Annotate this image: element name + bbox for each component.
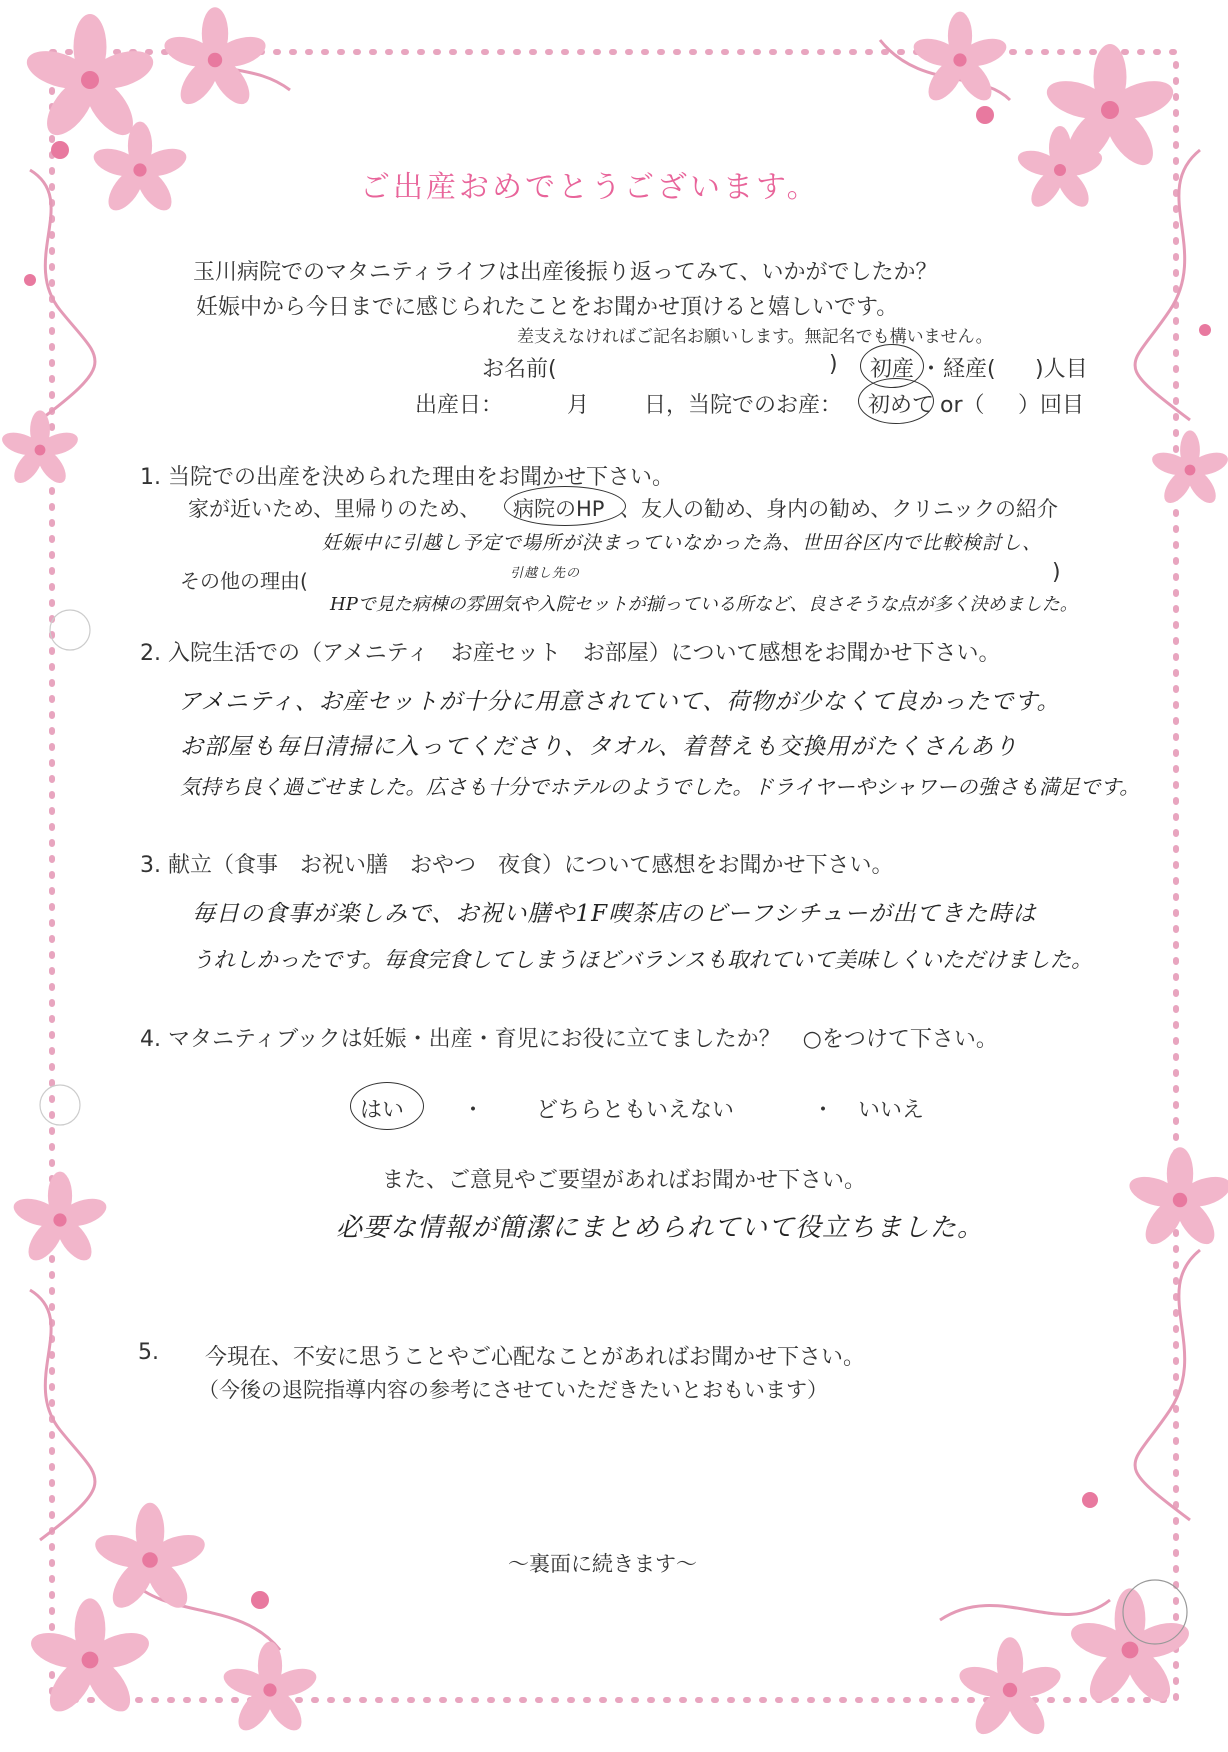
q1-options-before: 家が近いため、里帰りのため、 — [188, 497, 481, 521]
q4-choice-yes: はい — [360, 1098, 405, 1123]
birth-date-label: 出産日： — [415, 393, 504, 418]
q5-question: 今現在、不安に思うことやご心配なことがあればお聞かせ下さい。 — [205, 1345, 866, 1370]
q4-separator-2: ・ — [812, 1098, 835, 1123]
q5-note: （今後の退院指導内容の参考にさせていただきたいとおもいます） — [198, 1378, 828, 1402]
multiparous-count-label: )人目 — [1035, 357, 1088, 382]
intro-line-1: 玉川病院でのマタニティライフは出産後振り返ってみて、いかがでしたか？ — [193, 260, 938, 285]
q1-hp-circle — [504, 486, 626, 526]
q1-answer-insert: 引越し先の — [510, 566, 581, 581]
month-label: 月 — [567, 393, 590, 418]
day-label: 日，当院でのお産： — [644, 393, 843, 418]
name-label: お名前( — [482, 357, 557, 382]
q1-answer-line-2: HPで見た病棟の雰囲気や入院セットが揃っている所など、良さそうな点が多く決めました。 — [330, 594, 1078, 615]
page-title: ご出産おめでとうございます。 — [360, 170, 820, 205]
q1-options-after: 、友人の勧め、身内の勧め、クリニックの紹介 — [620, 497, 1059, 521]
or-label: or（ — [940, 393, 985, 418]
q1-option-hospital-hp: 病院のHP — [513, 497, 605, 521]
name-close-paren: ) — [829, 352, 838, 377]
q4-choice-no: いいえ — [858, 1098, 925, 1123]
first-time-option: 初めて — [868, 393, 935, 418]
intro-note: 差支えなければご記名お願いします。無記名でも構いません。 — [517, 327, 993, 347]
q4-choice-neither: どちらともいえない — [536, 1098, 735, 1123]
q4-question: 4. マタニティブックは妊娠・出産・育児にお役に立てましたか？ ○をつけて下さい。 — [140, 1027, 998, 1052]
q2-answer-line-1: アメニティ、お産セットが十分に用意されていて、荷物が少なくて良かったです。 — [178, 689, 1061, 715]
q5-number: 5. — [138, 1340, 159, 1365]
q3-answer-line-1: 毎日の食事が楽しみで、お祝い膳や1F喫茶店のビーフシチューが出てきた時は — [192, 901, 1037, 927]
multiparous-label: 経産( — [943, 357, 996, 382]
times-label: ）回目 — [1018, 393, 1085, 418]
q4-yes-circle — [350, 1082, 424, 1130]
first-birth-option: 初産 — [870, 357, 915, 382]
q2-question: 2. 入院生活での（アメニティ お産セット お部屋）について感想をお聞かせ下さい。 — [140, 641, 1001, 666]
q1-answer-line-1: 妊娠中に引越し予定で場所が決まっていなかった為、世田谷区内で比較検討し、 — [322, 532, 1043, 554]
q4-answer: 必要な情報が簡潔にまとめられていて役立ちました。 — [336, 1213, 985, 1243]
intro-line-2: 妊娠中から今日までに感じられたことをお聞かせ頂けると嬉しいです。 — [196, 295, 899, 320]
q2-answer-line-2: お部屋も毎日清掃に入ってくださり、タオル、着替えも交換用がたくさんあり — [180, 734, 1019, 760]
q4-separator-1: ・ — [462, 1098, 485, 1123]
q4-followup: また、ご意見やご要望があればお聞かせ下さい。 — [382, 1168, 867, 1193]
q1-other-label: その他の理由( — [180, 569, 308, 593]
parity-separator: ・ — [920, 357, 943, 382]
q3-answer-line-2: うれしかったです。毎食完食してしまうほどバランスも取れていて美味しくいただけました。 — [192, 948, 1093, 973]
continued-on-back: 〜裏面に続きます〜 — [508, 1552, 697, 1576]
q1-question: 1. 当院での出産を決められた理由をお聞かせ下さい。 — [140, 465, 674, 490]
q2-answer-line-3: 気持ち良く過ごせました。広さも十分でホテルのようでした。ドライヤーやシャワーの強さも満足です。 — [180, 775, 1140, 799]
first-time-circle — [858, 378, 934, 424]
q3-question: 3. 献立（食事 お祝い膳 おやつ 夜食）について感想をお聞かせ下さい。 — [140, 853, 894, 878]
q1-other-close-paren: ) — [1052, 560, 1061, 585]
